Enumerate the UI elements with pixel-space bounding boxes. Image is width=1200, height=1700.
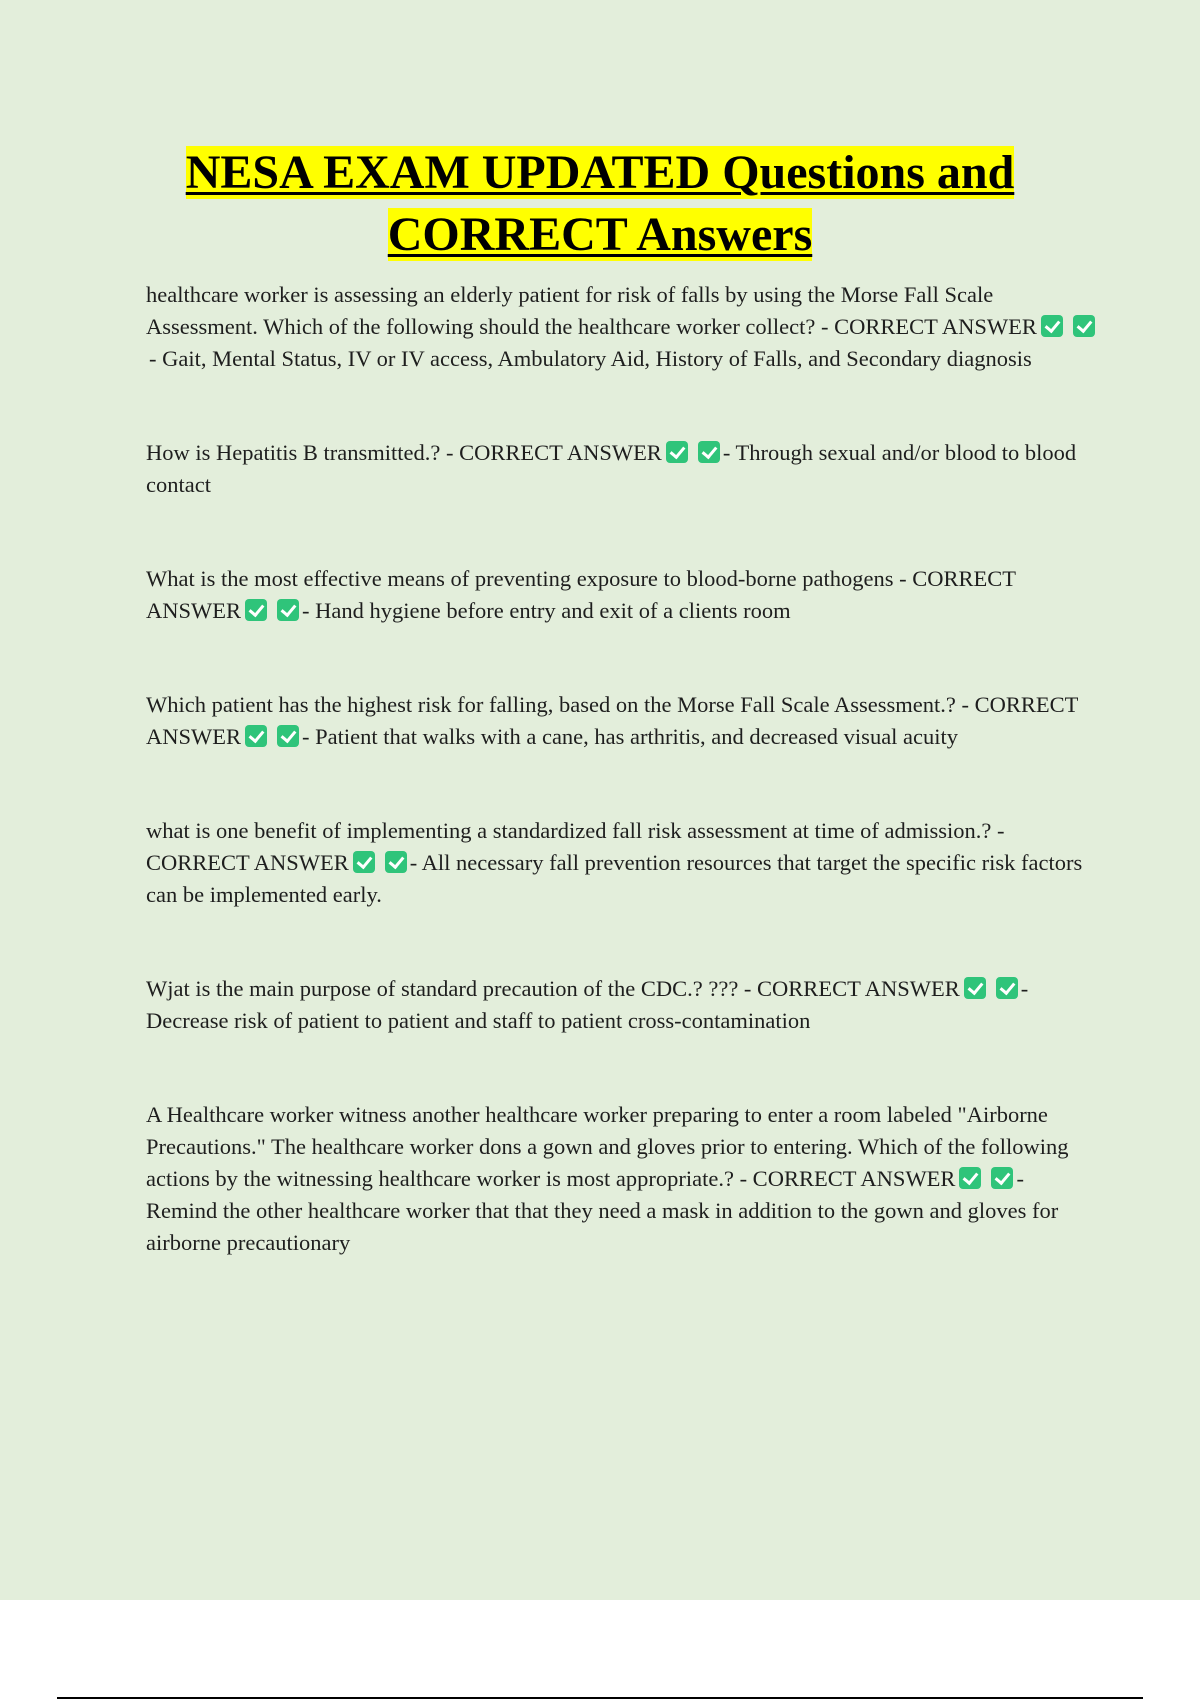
qa-list <box>146 279 1096 1259</box>
green-checkmark-icon <box>1041 315 1063 337</box>
green-checkmark-icon <box>996 977 1018 999</box>
page-title-line-1: NESA EXAM UPDATED Questions and <box>185 146 1015 199</box>
question-text: How is Hepatitis B transmitted.? - CORRECT ANSWER <box>146 440 662 465</box>
green-checkmark-icon <box>666 441 688 463</box>
green-checkmark-icon <box>698 441 720 463</box>
green-checkmark-icon <box>245 725 267 747</box>
question-text: A Healthcare worker witness another healthcare worker preparing to enter a room labeled "Airborne Precautions." The healthcare worker dons a gown and gloves prior to entering. Which of the following actions by the witnessing healthcare worker is most appropriate.? - CORRECT ANSWER <box>146 1102 1069 1191</box>
qa-item-4 <box>146 689 1096 753</box>
green-checkmark-icon <box>1073 315 1095 337</box>
green-checkmark-icon <box>245 599 267 621</box>
green-checkmark-icon <box>353 851 375 873</box>
green-checkmark-icon <box>991 1167 1013 1189</box>
answer-text: - Through sexual and/or blood to blood contact <box>146 440 1077 497</box>
green-checkmark-icon <box>277 725 299 747</box>
green-checkmark-icon <box>959 1167 981 1189</box>
question-text: What is the most effective means of preventing exposure to blood-borne pathogens - CORRECT ANSWER <box>146 566 1016 623</box>
question-text: Wjat is the main purpose of standard precaution of the CDC.? ??? - CORRECT ANSWER <box>146 976 960 1001</box>
qa-item-7 <box>146 1099 1096 1259</box>
answer-text: - Hand hygiene before entry and exit of a clients room <box>302 598 791 623</box>
question-text: healthcare worker is assessing an elderly patient for risk of falls by using the Morse Fall Scale Assessment. Which of the following should the healthcare worker collect? - CORRECT ANSWER <box>146 282 1037 339</box>
question-text: Which patient has the highest risk for falling, based on the Morse Fall Scale Assessment.? - CORRECT ANSWER <box>146 692 1078 749</box>
page-title-line-2: CORRECT Answers <box>387 208 813 261</box>
title-block <box>0 142 1200 266</box>
green-checkmark-icon <box>385 851 407 873</box>
question-text: what is one benefit of implementing a standardized fall risk assessment at time of admission.? - CORRECT ANSWER <box>146 818 1005 875</box>
green-checkmark-icon <box>964 977 986 999</box>
answer-text: - All necessary fall prevention resources that target the specific risk factors can be implemented early. <box>146 850 1083 907</box>
qa-item-5 <box>146 815 1096 911</box>
answer-text: - Decrease risk of patient to patient and staff to patient cross-contamination <box>146 976 1029 1033</box>
footer-divider <box>57 1697 1143 1699</box>
qa-item-1 <box>146 279 1096 375</box>
qa-item-3 <box>146 563 1096 627</box>
answer-text: - Remind the other healthcare worker that that they need a mask in addition to the gown and gloves for airborne precautionary <box>146 1166 1059 1255</box>
answer-text: - Gait, Mental Status, IV or IV access, Ambulatory Aid, History of Falls, and Secondary diagnosis <box>149 346 1032 371</box>
qa-item-2 <box>146 437 1096 501</box>
answer-text: - Patient that walks with a cane, has arthritis, and decreased visual acuity <box>302 724 959 749</box>
qa-item-6 <box>146 973 1096 1037</box>
green-checkmark-icon <box>277 599 299 621</box>
